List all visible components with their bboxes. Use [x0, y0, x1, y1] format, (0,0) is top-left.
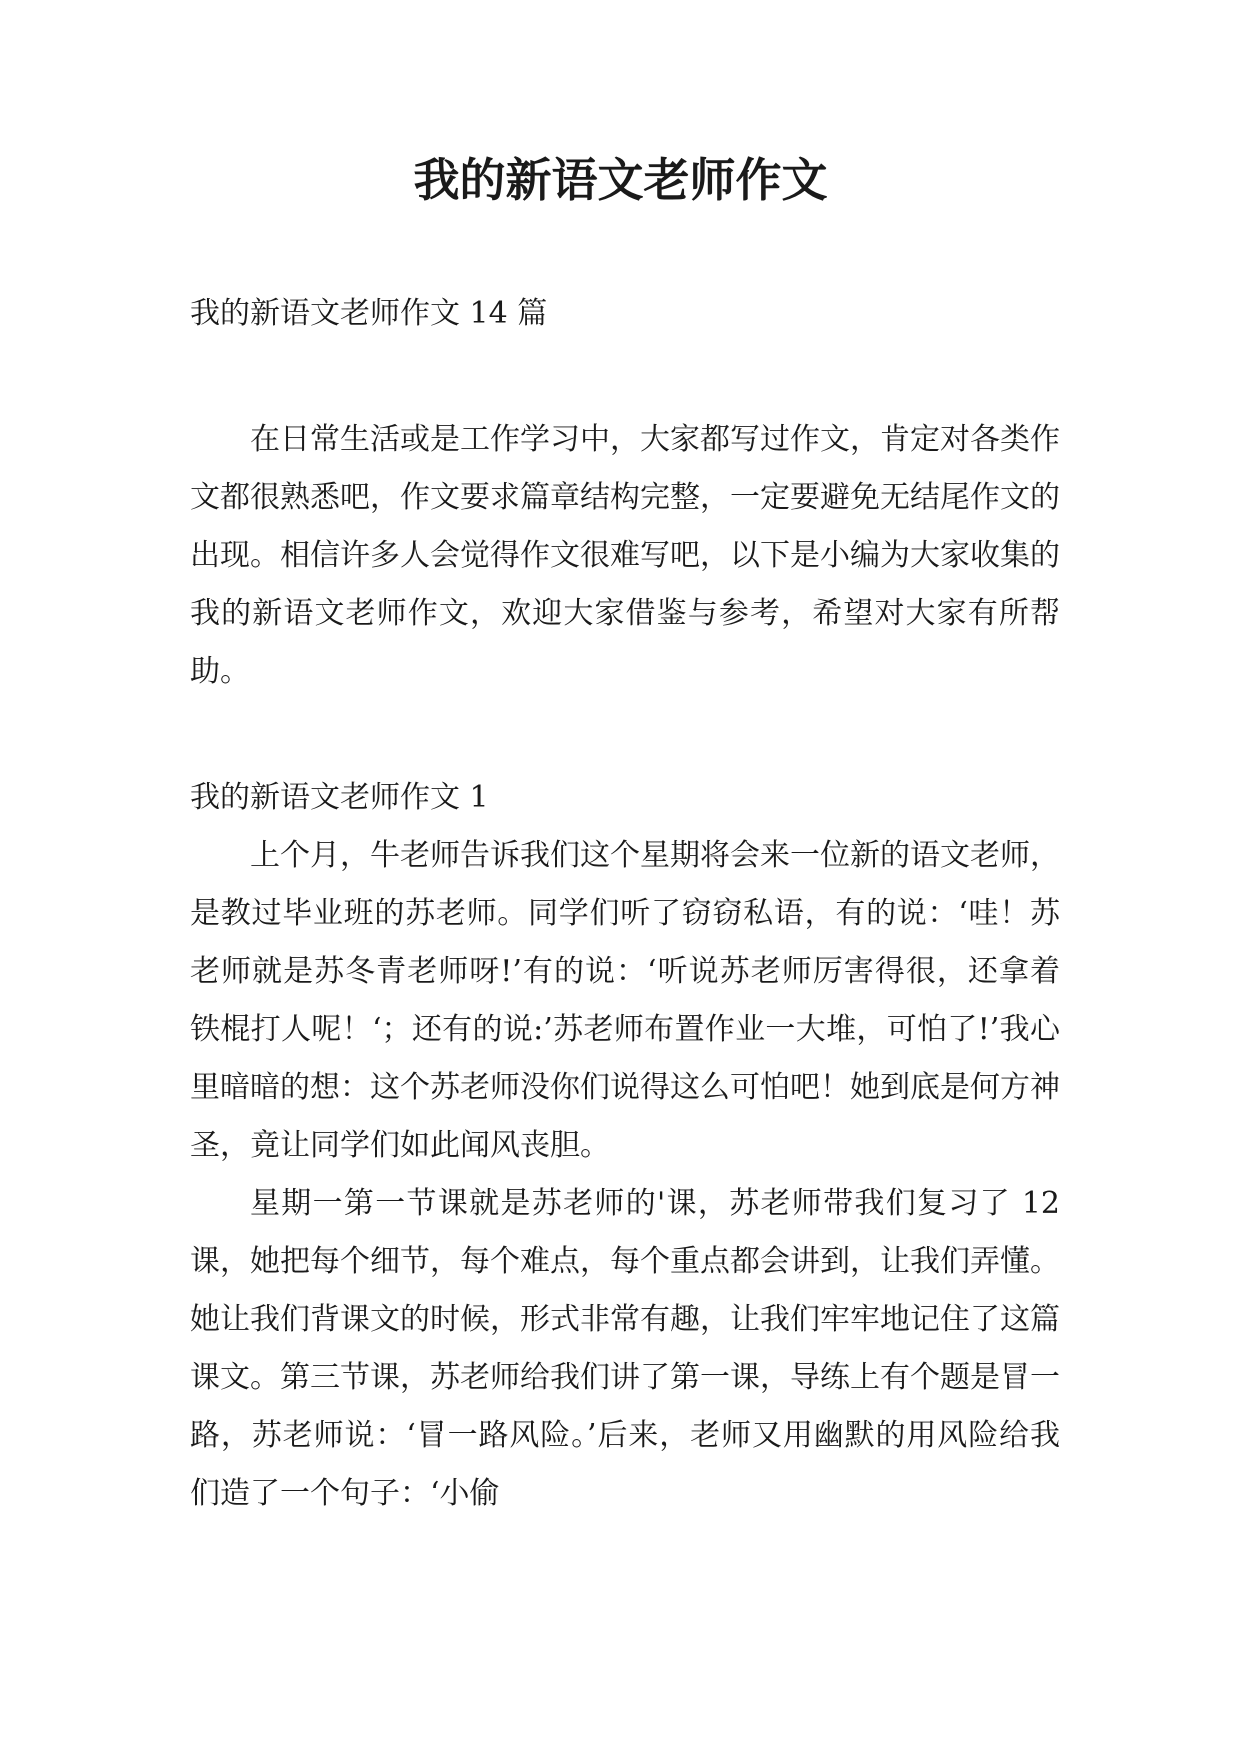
- document-body: [190, 285, 1060, 1523]
- document-subtitle: 我的新语文老师作文 14 篇: [190, 296, 548, 331]
- body-paragraph: 星期一第一节课就是苏老师的'课，苏老师带我们复习了 12 课，她把每个细节，每个难点，每个重点都会讲到，让我们弄懂。她让我们背课文的时候，形式非常有趣，让我们牢牢地记住了这篇课文。第三节课，苏老师给我们讲了第一课，导练上有个题是冒一路，苏老师说：‘冒一路风险。’后来，老师又用幽默的用风险给我们造了一个句子：‘小偷: [190, 1186, 1060, 1511]
- body-paragraph: 上个月，牛老师告诉我们这个星期将会来一位新的语文老师，是教过毕业班的苏老师。同学们听了窃窃私语，有的说：‘哇！苏老师就是苏冬青老师呀!’有的说：‘听说苏老师厉害得很，还拿着铁棍打人呢！‘；还有的说:’苏老师布置作业一大堆，可怕了!’我心里暗暗的想：这个苏老师没你们说得这么可怕吧！她到底是何方神圣，竟让同学们如此闻风丧胆。: [190, 838, 1060, 1163]
- document-title: 我的新语文老师作文: [413, 153, 828, 207]
- intro-paragraph: 在日常生活或是工作学习中，大家都写过作文，肯定对各类作文都很熟悉吧，作文要求篇章结构完整，一定要避免无结尾作文的出现。相信许多人会觉得作文很难写吧，以下是小编为大家收集的我的新语文老师作文，欢迎大家借鉴与参考，希望对大家有所帮助。: [190, 422, 1060, 689]
- section-heading: 我的新语文老师作文 1: [190, 780, 489, 815]
